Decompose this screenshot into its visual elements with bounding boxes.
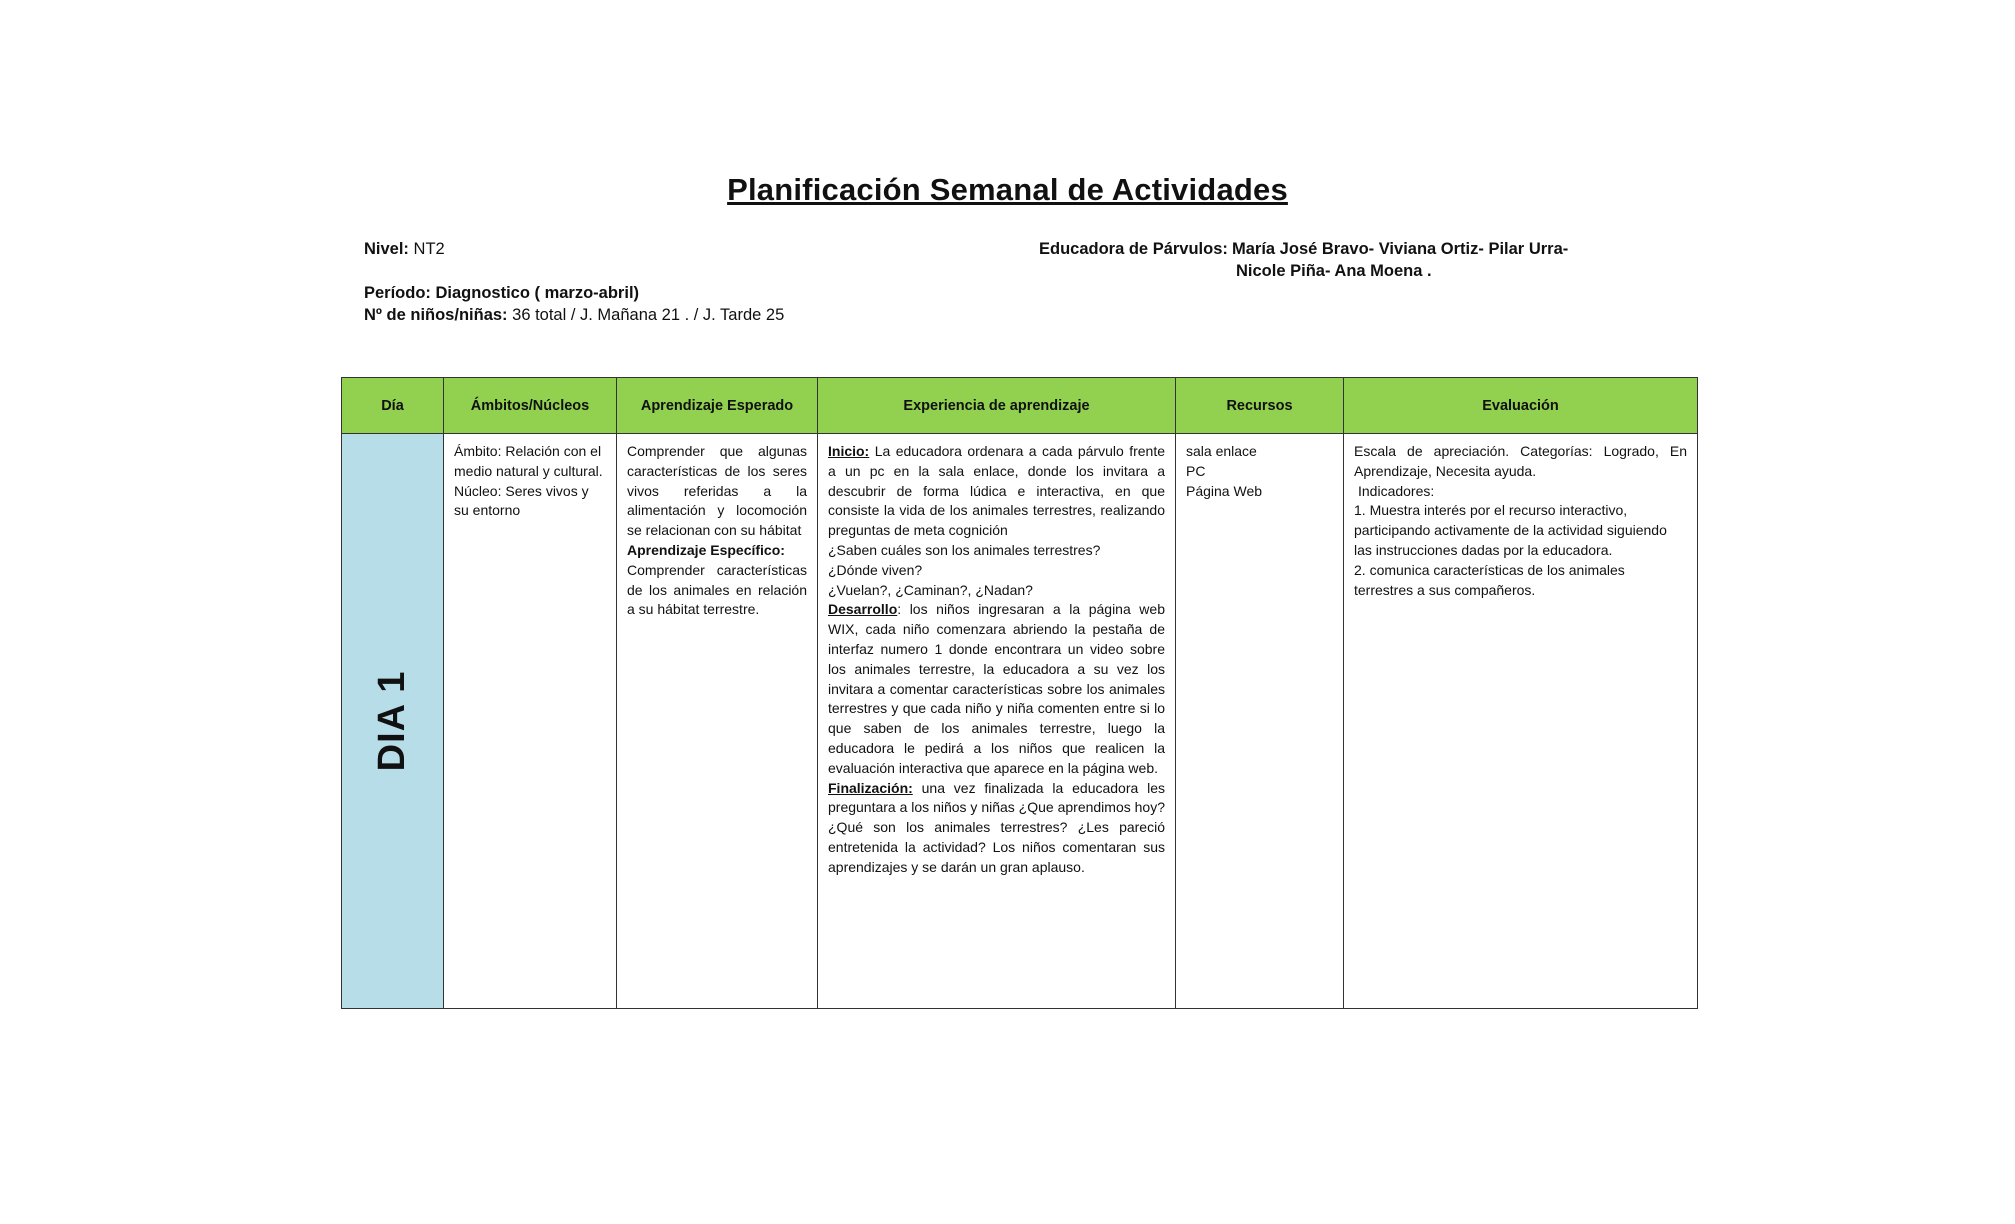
aprendizaje-esperado-text: Comprender que algunas características de los seres vivos referidas a la alimentación y locomoción se relacionan con su hábitat xyxy=(627,443,807,539)
inicio-text: La educadora ordenara a cada párvulo frente a un pc en la sala enlace, donde los invitara a descubrir de forma lúdica e interactiva, en que consiste la vida de los animales terrestres, realizando preguntas de meta cognición xyxy=(828,443,1165,539)
desarrollo-label: Desarrollo xyxy=(828,601,898,618)
question-3: ¿Vuelan?, ¿Caminan?, ¿Nadan? xyxy=(828,581,1033,598)
recursos-cell xyxy=(1176,434,1344,1009)
finalizacion-text: una vez finalizada la educadora les preguntara a los niños y niñas ¿Que aprendimos hoy? ¿Qué son los animales terrestres? ¿Les pareció entretenida la actividad? Los niños comentaran sus aprendizajes y se darán un gran aplauso. xyxy=(828,779,1166,875)
inicio-label: Inicio: xyxy=(828,443,870,459)
header-ambitos: Ámbitos/Núcleos xyxy=(444,378,617,434)
escala-text: Escala de apreciación. Categorías: Logrado, En Aprendizaje, Necesita ayuda. xyxy=(1354,443,1687,479)
aprendizaje-especifico-text: Comprender características de los animales en relación a su hábitat terrestre. xyxy=(627,561,807,618)
header-dia: Día xyxy=(342,378,444,434)
question-1: ¿Saben cuáles son los animales terrestres? xyxy=(828,541,1101,558)
finalizacion-label: Finalización: xyxy=(828,779,913,796)
educadora-names-line2: Nicole Piña- Ana Moena . xyxy=(1236,262,1432,280)
recurso-item: Página Web xyxy=(1186,482,1263,499)
ambitos-cell xyxy=(444,434,617,1009)
ambito-text: Ámbito: Relación con el medio natural y cultural. xyxy=(454,443,603,479)
nivel-line xyxy=(364,238,445,260)
experiencia-cell xyxy=(818,434,1176,1009)
header-evaluacion: Evaluación xyxy=(1344,378,1698,434)
desarrollo-paragraph xyxy=(828,600,1165,778)
ninos-label: Nº de niños/niñas: xyxy=(364,306,508,324)
header-row xyxy=(342,378,1698,434)
desarrollo-text: : los niños ingresaran a la página web WIX, cada niño comenzara abriendo la pestaña de interfaz numero 1 donde encontrara un video sobre los animales terrestre, la educadora a su vez los invitara a comentar características sobre los animales terrestres y que cada niño y niña comenten entre si lo que saben de los animales terrestre, luego la educadora le pedirá a los niños que realicen la evaluación interactiva que aparece en la página web. xyxy=(828,601,1165,776)
ninos-value: 36 total / J. Mañana 21 . / J. Tarde 25 xyxy=(512,306,785,324)
evaluacion-cell xyxy=(1344,434,1698,1009)
ninos-line xyxy=(364,304,784,326)
educadora-names-line1: María José Bravo- Viviana Ortiz- Pilar Urra- xyxy=(1232,240,1569,258)
recurso-item: sala enlace xyxy=(1186,443,1257,459)
header-aprendizaje: Aprendizaje Esperado xyxy=(617,378,818,434)
table-row xyxy=(342,434,1698,1009)
nivel-value: NT2 xyxy=(413,240,445,258)
day-label: DIA 1 xyxy=(370,670,413,772)
recurso-item: PC xyxy=(1186,462,1206,479)
nivel-label: Nivel: xyxy=(364,240,409,258)
nucleo-text: Núcleo: Seres vivos y su entorno xyxy=(454,482,589,519)
finalizacion-paragraph xyxy=(828,779,1165,878)
educadora-label: Educadora de Párvulos: xyxy=(1039,240,1228,258)
header-experiencia: Experiencia de aprendizaje xyxy=(818,378,1176,434)
indicador-2: 2. comunica características de los animales terrestres a sus compañeros. xyxy=(1354,561,1625,598)
aprendizaje-cell xyxy=(617,434,818,1009)
question-2: ¿Dónde viven? xyxy=(828,561,923,578)
header-recursos: Recursos xyxy=(1176,378,1344,434)
planning-table xyxy=(341,377,1698,1009)
aprendizaje-especifico-label: Aprendizaje Específico: xyxy=(627,541,785,558)
inicio-paragraph xyxy=(828,442,1165,541)
indicador-1: 1. Muestra interés por el recurso interactivo, participando activamente de la actividad siguiendo las instrucciones dadas por la educadora. xyxy=(1354,502,1667,558)
indicadores-label: Indicadores: xyxy=(1358,482,1435,499)
page-title: Planificación Semanal de Actividades xyxy=(727,172,1288,207)
day-cell xyxy=(342,434,444,1009)
periodo-line: Período: Diagnostico ( marzo-abril) xyxy=(364,284,640,302)
